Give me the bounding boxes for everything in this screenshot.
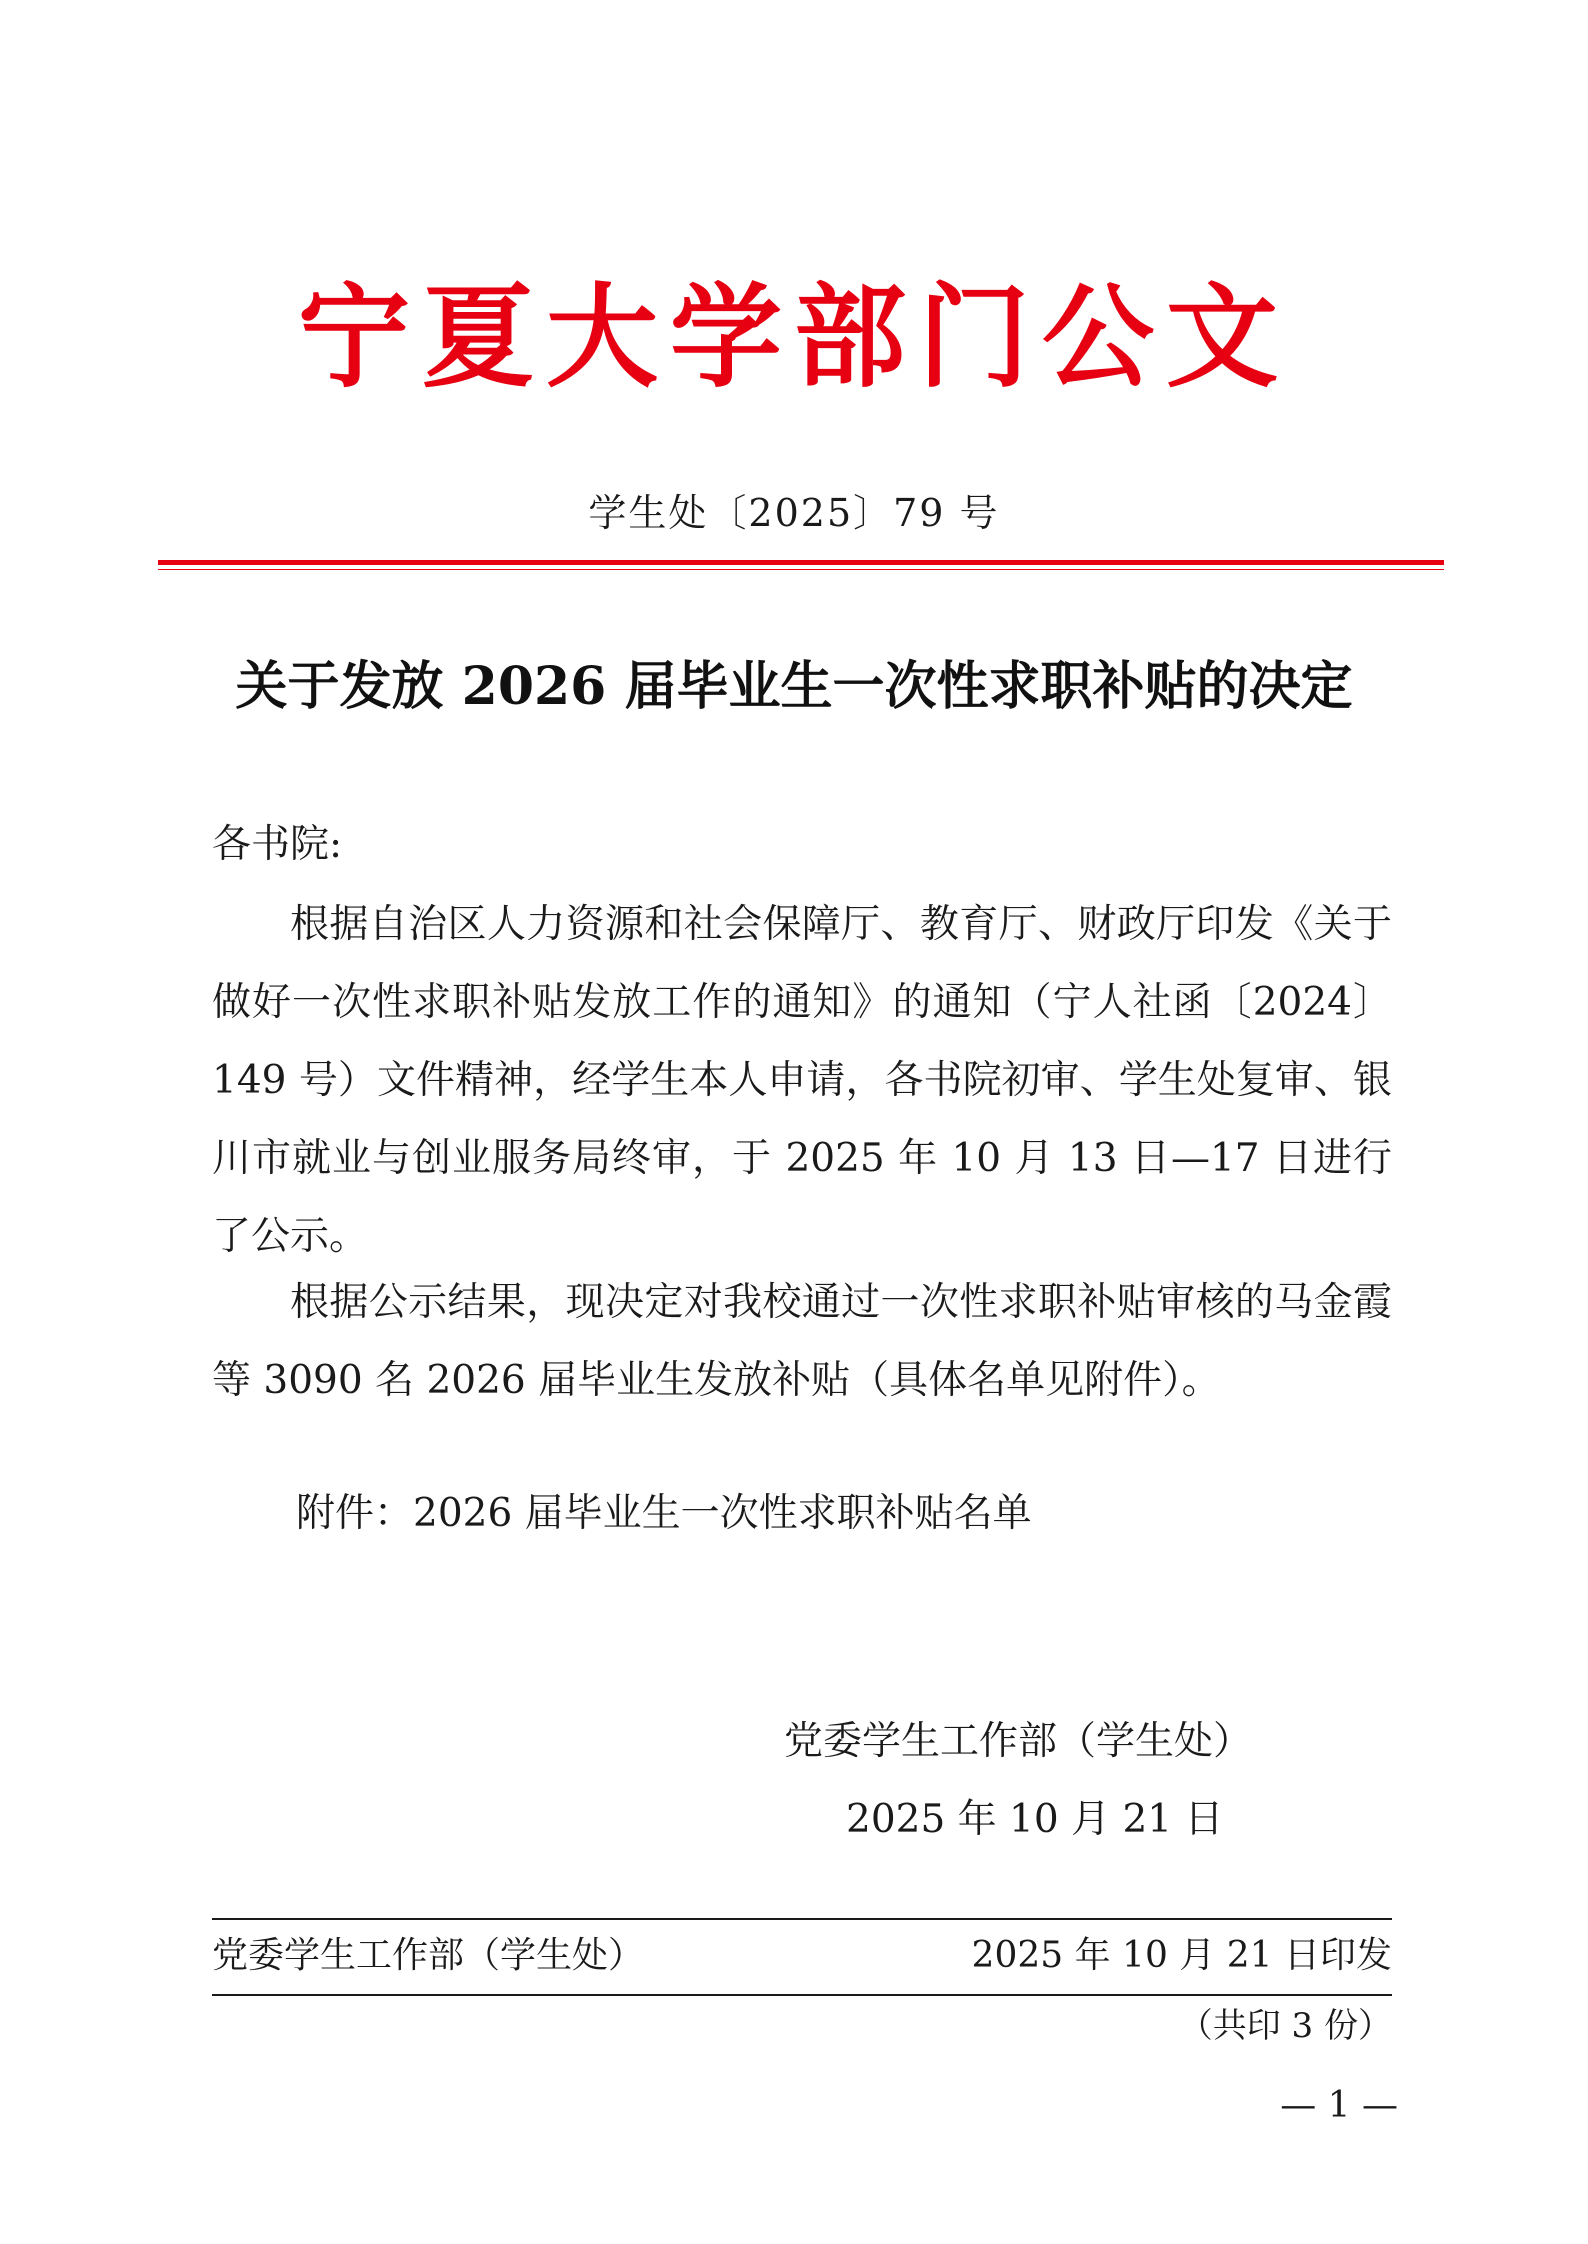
body-paragraph-2: 根据公示结果，现决定对我校通过一次性求职补贴审核的马金霞等 3090 名 2026 届毕业生发放补贴（具体名单见附件）。 [212,1280,1392,1403]
salutation: 各书院: [212,822,343,867]
document-number: 学生处〔2025〕79 号 [588,491,1000,535]
red-separator-line [158,560,1444,565]
page-number: — 1 — [1280,2085,1398,2126]
signature-organization: 党委学生工作部（学生处） [784,1719,1253,1764]
footer-copies: （共印 3 份） [1178,2006,1392,2046]
attachment-note: 附件：2026 届毕业生一次性求职补贴名单 [296,1491,1032,1536]
document-title: 关于发放 2026 届毕业生一次性求职补贴的决定 [235,656,1353,717]
org-header-title: 宁夏大学部门公文 [298,272,1290,403]
body-paragraph-1: 根据自治区人力资源和社会保障厅、教育厅、财政厅印发《关于做好一次性求职补贴发放工作的通知》的通知（宁人社函〔2024〕149 号）文件精神，经学生本人申请，各书院初审、学生处复审、银川市就业与创业服务局终审，于 2025 年 10 月 13 日—17 日进行了公示。 [212,902,1392,1259]
footer-issue-date: 2025 年 10 月 21 日印发 [971,1935,1392,1976]
footer-organization: 党委学生工作部（学生处） [212,1935,645,1976]
footer-bottom-rule [212,1994,1392,1996]
footer-top-rule [212,1918,1392,1920]
signature-date: 2025 年 10 月 21 日 [846,1797,1224,1842]
red-separator-thin-line [158,569,1444,570]
